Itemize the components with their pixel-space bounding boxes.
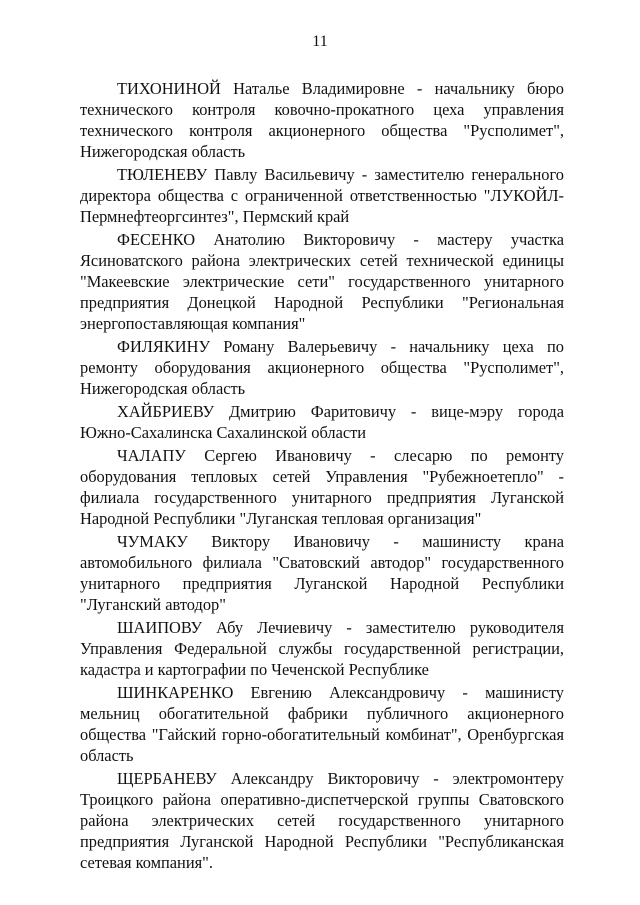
award-entry: ЧУМАКУ Виктору Ивановичу - машинисту крана автомобильного филиала "Сватовский автодор" государственного унитарного предприятия Луганской Народной Республики "Луганский автодор" [80, 532, 564, 614]
award-entry: ФИЛЯКИНУ Роману Валерьевичу - начальнику цеха по ремонту оборудования акционерного общества "Русполимет", Нижегородская область [80, 337, 564, 398]
award-entry: ХАЙБРИЕВУ Дмитрию Фаритовичу - вице-мэру города Южно-Сахалинска Сахалинской области [80, 402, 564, 442]
award-entry: ЩЕРБАНЕВУ Александру Викторовичу - электромонтеру Троицкого района оперативно-диспетчерской группы Сватовского района электрических сетей государственного унитарного предприятия Луганской Народной Республики "Республиканская сетевая компания". [80, 769, 564, 872]
page-number: 11 [312, 33, 328, 50]
award-entry: ШИНКАРЕНКО Евгению Александровичу - машинисту мельниц обогатительной фабрики публичного акционерного общества "Гайский горно-обогатительный комбинат", Оренбургская область [80, 683, 564, 765]
award-entry: ЧАЛАПУ Сергею Ивановичу - слесарю по ремонту оборудования тепловых сетей Управления "Рубежноетепло" - филиала государственного унитарного предприятия Луганской Народной Республики "Луганская тепловая организация" [80, 446, 564, 528]
award-entry: ТЮЛЕНЕВУ Павлу Васильевичу - заместителю генерального директора общества с ограниченной ответственностью "ЛУКОЙЛ-Пермнефтеоргсинтез", Пермский край [80, 165, 564, 226]
award-list [80, 78, 564, 875]
award-entry: ШАИПОВУ Абу Лечиевичу - заместителю руководителя Управления Федеральной службы государственной регистрации, кадастра и картографии по Чеченской Республике [80, 618, 564, 679]
award-entry: ТИХОНИНОЙ Наталье Владимировне - начальнику бюро технического контроля ковочно-прокатного цеха управления технического контроля акционерного общества "Русполимет", Нижегородская область [80, 79, 564, 161]
award-entry: ФЕСЕНКО Анатолию Викторовичу - мастеру участка Ясиноватского района электрических сетей технической единицы "Макеевские электрические сети" государственного унитарного предприятия Донецкой Народной Республики "Региональная энергопоставляющая компания" [80, 230, 564, 333]
